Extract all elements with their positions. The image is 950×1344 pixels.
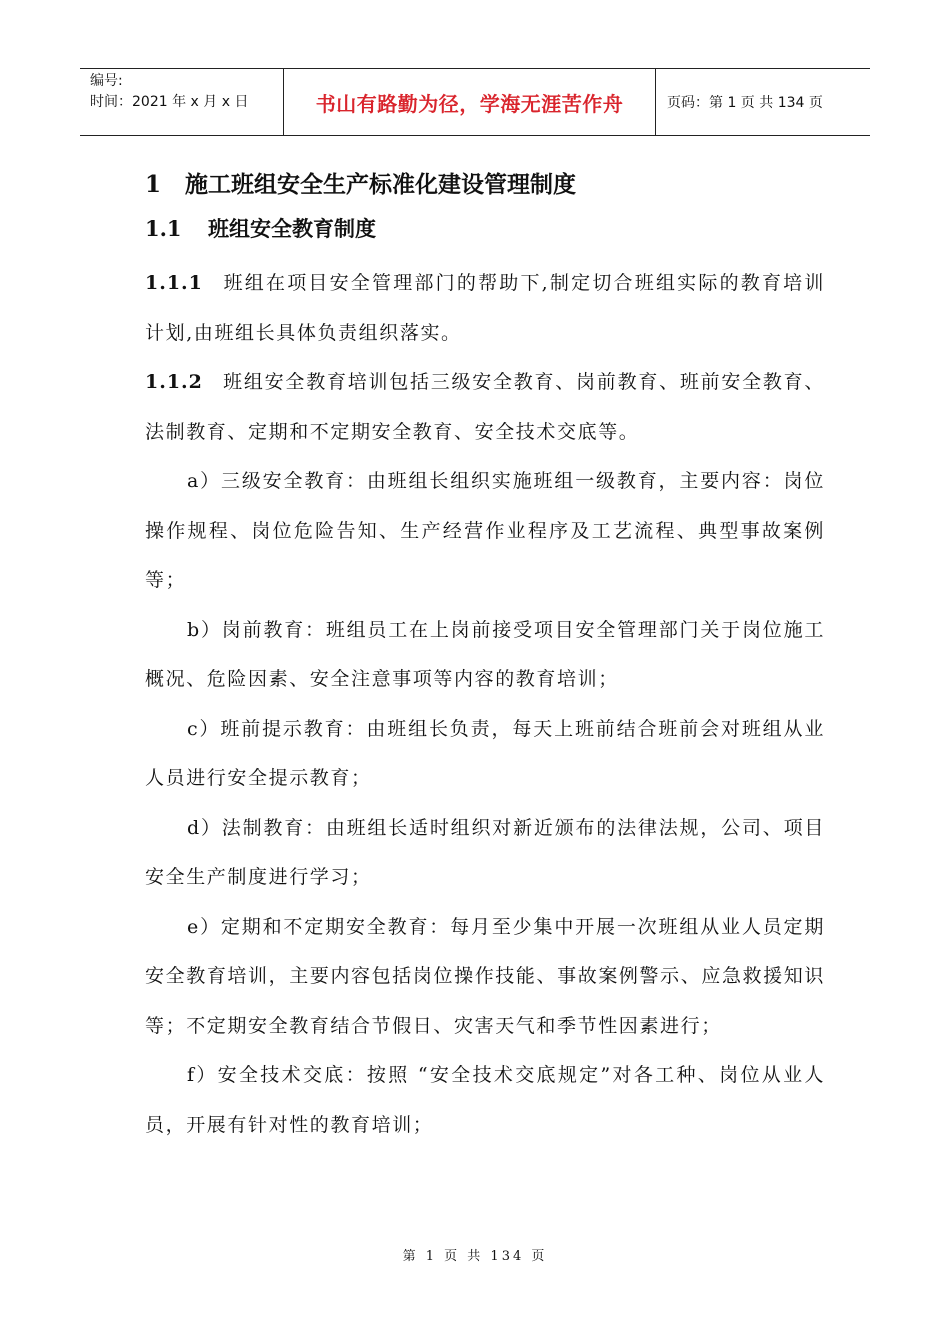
document-number-label: 编号: — [90, 73, 123, 89]
clause-number: 1.1.2 — [145, 371, 203, 393]
header-motto: 书山有路勤为径，学海无涯苦作舟 — [283, 69, 656, 135]
header-page-number: 页码：第 1 页 共 134 页 — [667, 95, 823, 111]
document-date-label: 时间：2021 年 x 月 x 日 — [90, 94, 249, 110]
page-header — [80, 68, 870, 136]
list-item-b: b）岗前教育：班组员工在上岗前接受项目安全管理部门关于岗位施工概况、危险因素、安全注意事项等内容的教育培训； — [145, 618, 825, 690]
clause-number: 1.1.1 — [145, 272, 203, 294]
clause-1-1-2 — [145, 358, 825, 457]
list-item-d: d）法制教育：由班组长适时组织对新近颁布的法律法规，公司、项目安全生产制度进行学习； — [145, 816, 825, 888]
list-item-f: f）安全技术交底：按照 “安全技术交底规定”对各工种、岗位从业人员，开展有针对性的教育培训； — [145, 1064, 825, 1136]
section-title: 施工班组安全生产标准化建设管理制度 — [185, 171, 576, 198]
document-body — [145, 165, 825, 1150]
clause-1-1-1 — [145, 259, 825, 358]
list-item-a: a）三级安全教育：由班组长组织实施班组一级教育，主要内容：岗位操作规程、岗位危险告知、生产经营作业程序及工艺流程、典型事故案例等； — [145, 470, 825, 591]
clause-text: 班组在项目安全管理部门的帮助下,制定切合班组实际的教育培训计划,由班组长具体负责组织落实。 — [145, 272, 825, 344]
header-meta — [80, 69, 283, 135]
subsection-title: 班组安全教育制度 — [208, 216, 376, 241]
list-item-c: c）班前提示教育：由班组长负责，每天上班前结合班前会对班组从业人员进行安全提示教育； — [145, 717, 825, 789]
section-heading — [145, 165, 825, 209]
subsection-heading — [145, 209, 825, 259]
clause-text: 班组安全教育培训包括三级安全教育、岗前教育、班前安全教育、法制教育、定期和不定期安全教育、安全技术交底等。 — [145, 371, 825, 443]
list-item-e: e）定期和不定期安全教育：每月至少集中开展一次班组从业人员定期安全教育培训，主要内容包括岗位操作技能、事故案例警示、应急救援知识等；不定期安全教育结合节假日、灾害天气和季节性因素进行； — [145, 915, 825, 1037]
subsection-number: 1.1 — [145, 216, 182, 241]
page-footer: 第 1 页 共 134 页 — [402, 1249, 548, 1264]
section-number: 1 — [145, 171, 162, 198]
